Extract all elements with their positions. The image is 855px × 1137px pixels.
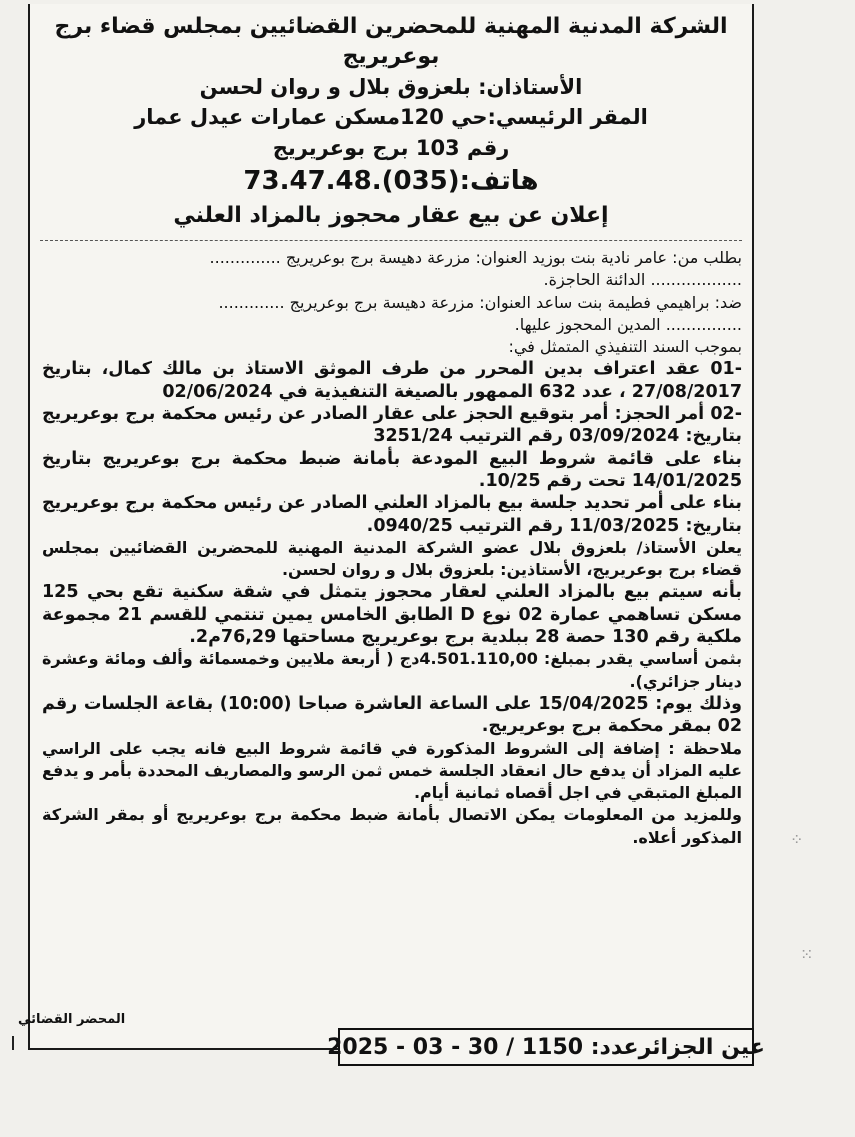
price-paragraph: بثمن أساسي يقدر بمبلغ: 4.501.110,00دج ( أربعة ملايين وخمسمائة وألف ومائة وعشرة دينار جزائري). [42, 649, 742, 691]
conditions-paragraph: بناء على قائمة شروط البيع المودعة بأمانة ضبط محكمة برج بوعريريج بتاريخ 14/01/2025 تحت رقم 10/25. [42, 448, 742, 491]
paper-speck: ⁘ [790, 830, 804, 849]
announcer-paragraph: يعلن الأستاذ/ بلعزوق بلال عضو الشركة المدنية المهنية للمحضرين القضائيين بمجلس قضاء برج بوعريريج، الأستاذين: بلعزوق بلال و روان لحسن. [42, 537, 742, 580]
against-role: ............... المدين المحجوز عليها. [514, 314, 742, 334]
applicant-role: .................. الدائنة الحاجزة. [543, 270, 742, 290]
phone-number: هاتف:(035).73.47.48 [243, 166, 539, 196]
announcement-title: إعلان عن بيع عقار محجوز بالمزاد العلني [173, 203, 609, 228]
header-divider [40, 240, 742, 241]
basis-item-1: -01 عقد اعتراف بدين المحرر من طرف الموثق الاستاذ بن مالك كمال، بتاريخ 27/08/2017 ، عدد 632 الممهور بالصيغة التنفيذية في 02/06/2024 [42, 359, 742, 402]
announcement-header [30, 4, 752, 234]
announcement-body [30, 247, 752, 849]
against-line: ضد: براهيمي فطيمة بنت ساعد العنوان: مزرعة دهيسة برج بوعريريج ............. [218, 292, 742, 312]
partners-line: الأستاذان: بلعزوق بلال و روان لحسن [199, 75, 583, 99]
applicant-line: بطلب من: عامر نادية بنت بوزيد العنوان: مزرعة دهيسة برج بوعريريج .............. [209, 248, 742, 267]
basis-item-2: -02 أمر الحجز: أمر بتوقيع الحجز على عقار الصادر عن رئيس محكمة برج بوعريريج بتاريخ: 03/09/2024 رقم الترتيب 3251/24 [42, 404, 742, 447]
company-name: الشركة المدنية المهنية للمحضرين القضائيين بمجلس قضاء برج بوعريريج [54, 14, 728, 69]
more-info-paragraph: وللمزيد من المعلومات يمكن الاتصال بأمانة ضبط محكمة برج بوعريريج أو بمقر الشركة المذكور أعلاه. [42, 805, 742, 847]
session-order-paragraph: بناء على أمر تحديد جلسة بيع بالمزاد العلني الصادر عن رئيس محكمة برج بوعريريج بتاريخ: 11/03/2025 رقم الترتيب 0940/25. [42, 493, 742, 536]
bailiff-signature: المحضر القضائي [18, 1012, 126, 1027]
announcement-frame [28, 4, 754, 1050]
basis-intro: بموجب السند التنفيذي المتمثل في: [508, 337, 742, 357]
publication-reference-box: عين الجزائرعدد: 1150 / 30 - 03 - 2025 [338, 1028, 754, 1066]
page-corner-mark [0, 1036, 14, 1050]
note-paragraph: ملاحظة : إضافة إلى الشروط المذكورة في قائمة شروط البيع فانه يجب على الراسي عليه المزاد أن يدفع حال انعقاد الجلسة خمس ثمن الرسو والمصاريف المحددة بأمر و يدفع المبلغ المتبقي في اجل أقصاه ثمانية أيام. [42, 738, 742, 803]
paper-speck: ⁙ [800, 945, 814, 964]
address-line-2: رقم 103 برج بوعريريج [272, 136, 510, 160]
auction-date-paragraph: وذلك يوم: 15/04/2025 على الساعة العاشرة صباحا (10:00) بقاعة الجلسات رقم 02 بمقر محكمة برج بوعريريج. [42, 693, 742, 737]
property-paragraph: بأنه سيتم بيع بالمزاد العلني لعقار محجوز يتمثل في شقة سكنية تقع بحي 125 مسكن تساهمي عمارة 02 نوع D الطابق الخامس يمين تنتمي للقسم 21 مجموعة ملكية رقم 130 حصة 28 ببلدية برج بوعريريج مساحتها 76,29م2. [42, 582, 743, 648]
address-line-1: المقر الرئيسي:حي 120مسكن عمارات عيدل عمار [134, 105, 648, 129]
